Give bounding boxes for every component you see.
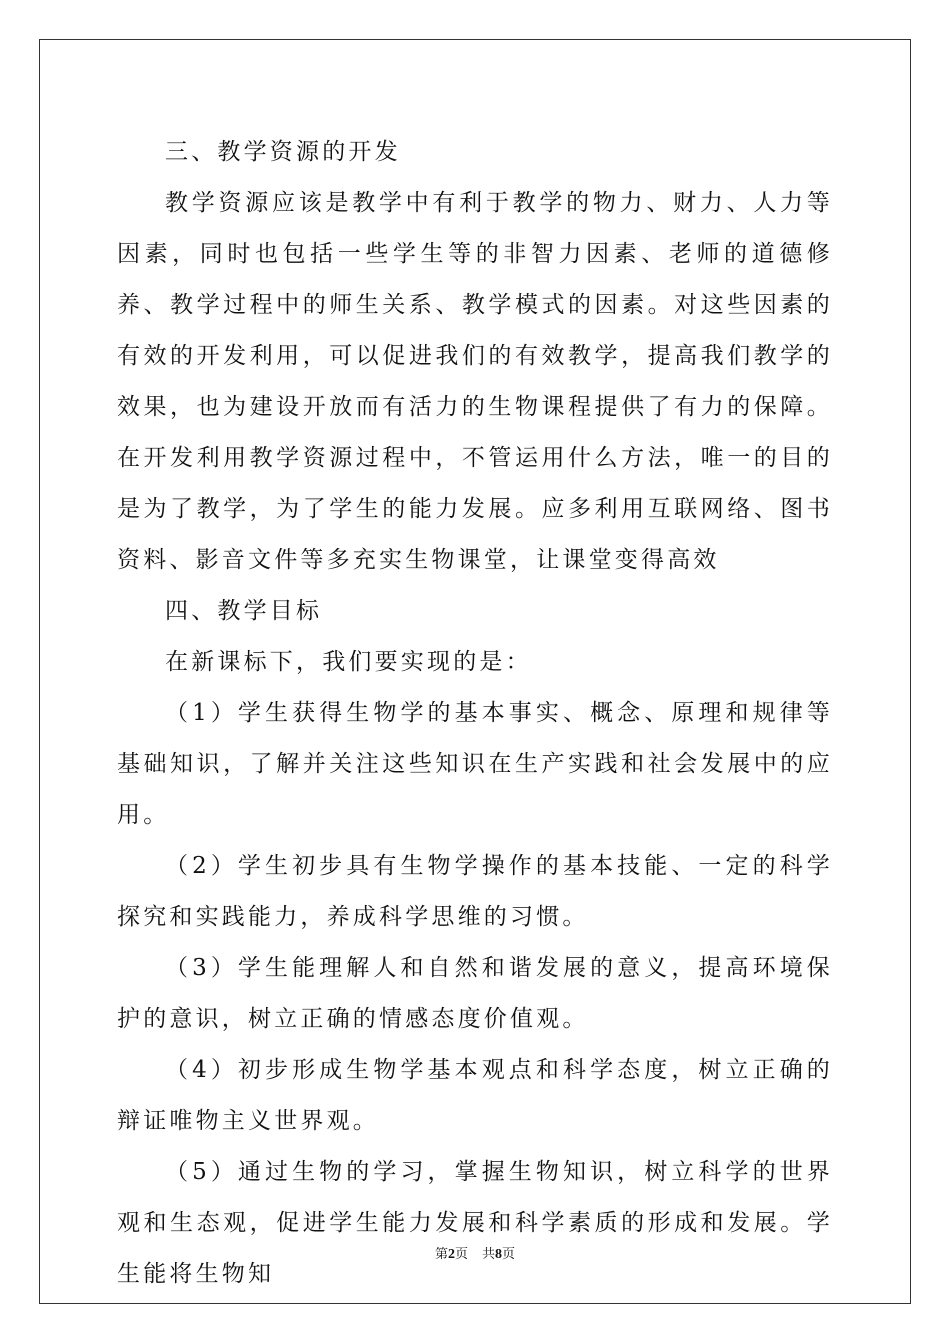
body-paragraph: 在新课标下，我们要实现的是： — [165, 649, 532, 675]
document-body — [117, 127, 833, 1300]
page-footer — [0, 1246, 950, 1264]
page-prefix: 第 — [434, 1247, 448, 1262]
current-page-number: 2 — [447, 1247, 455, 1262]
total-prefix: 共 — [482, 1247, 496, 1262]
goal-item: （3）学生能理解人和自然和谐发展的意义，提高环境保护的意识，树立正确的情感态度价值观。 — [117, 955, 833, 1032]
goal-item: （5）通过生物的学习，掌握生物知识，树立科学的世界观和生态观，促进学生能力发展和科学素质的形成和发展。学生能将生物知 — [117, 1159, 833, 1287]
section-heading: 三、教学资源的开发 — [165, 139, 401, 165]
goal-item: （4）初步形成生物学基本观点和科学态度，树立正确的辩证唯物主义世界观。 — [117, 1057, 833, 1134]
goal-item: （1）学生获得生物学的基本事实、概念、原理和规律等基础知识，了解并关注这些知识在生产实践和社会发展中的应用。 — [117, 700, 833, 828]
section-heading: 四、教学目标 — [165, 598, 323, 624]
total-page-number: 8 — [495, 1247, 503, 1262]
body-paragraph: 教学资源应该是教学中有利于教学的物力、财力、人力等因素，同时也包括一些学生等的非智力因素、老师的道德修养、教学过程中的师生关系、教学模式的因素。对这些因素的有效的开发利用，可以促进我们的有效教学，提高我们教学的效果，也为建设开放而有活力的生物课程提供了有力的保障。在开发利用教学资源过程中，不管运用什么方法，唯一的目的是为了教学，为了学生的能力发展。应多利用互联网络、图书资料、影音文件等多充实生物课堂，让课堂变得高效 — [117, 190, 833, 573]
total-suffix: 页 — [502, 1247, 516, 1262]
goal-item: （2）学生初步具有生物学操作的基本技能、一定的科学探究和实践能力，养成科学思维的习惯。 — [117, 853, 833, 930]
page-suffix: 页 — [454, 1247, 468, 1262]
